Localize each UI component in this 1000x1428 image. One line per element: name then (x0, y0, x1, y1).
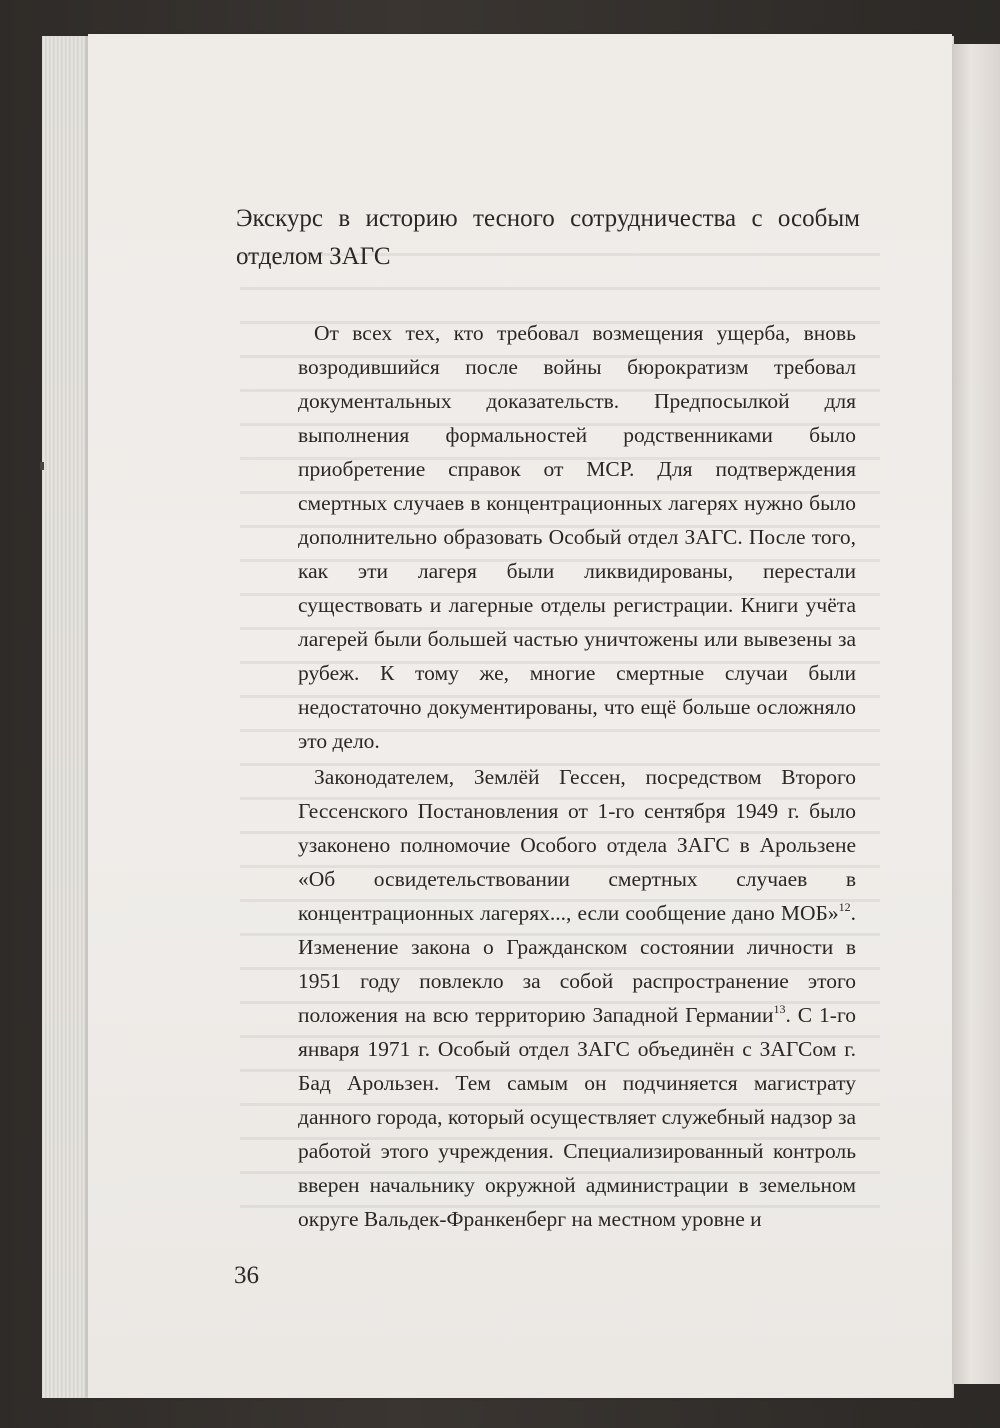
body-text (298, 316, 856, 1236)
section-heading: Экскурс в историю тесного сотрудничества с особым отделом ЗАГС (236, 205, 860, 270)
footnote-ref-13: 13 (773, 1002, 786, 1016)
paragraph-1: От всех тех, кто требовал возмещения ущерба, вновь возродившийся после войны бюрократизм требовал документальных доказательств. Предпосылкой для выполнения формальностей родственниками было приобретение справок от МСР. Для подтверждения смертных случаев в концентрационных лагерях нужно было дополнительно образовать Особый отдел ЗАГС. После того, как эти лагеря были ликвидированы, перестали существовать и лагерные отделы регистрации. Книги учёта лагерей были большей частью уничтожены или вывезены за рубеж. К тому же, многие смертные случаи были недостаточно документированы, что ещё больше осложняло это дело. (298, 321, 856, 753)
facing-page-edge (952, 44, 1000, 1384)
paragraph-2-part-1: Законодателем, Землёй Гессен, посредством Второго Гессенского Постановления от 1-го сентября 1949 г. было узаконено полномочие Особого отдела ЗАГС в Арользене «Об освидетельствовании смертных случаев в концентрационных лагерях..., если сообщение дано МОБ» (298, 765, 856, 925)
footnote-ref-12: 12 (838, 900, 851, 914)
paragraph-2 (298, 760, 856, 1236)
page-number: 36 (234, 1262, 259, 1289)
margin-mark (40, 462, 44, 470)
paragraph-2-part-3: . С 1-го января 1971 г. Особый отдел ЗАГС объединён с ЗАГСом г. Бад Арользен. Тем самым он подчиняется магистрату данного города, который осуществляет служебный надзор за работой этого учреждения. Специализированный контроль вверен начальнику окружной администрации в земельном округе Вальдек-Франкенберг на местном уровне и (298, 1003, 856, 1231)
paragraph-2-part-2: . Изменение закона о Гражданском состоянии личности в 1951 году повлекло за собой распространение этого положения на всю территорию Западной Германии (298, 901, 856, 1027)
